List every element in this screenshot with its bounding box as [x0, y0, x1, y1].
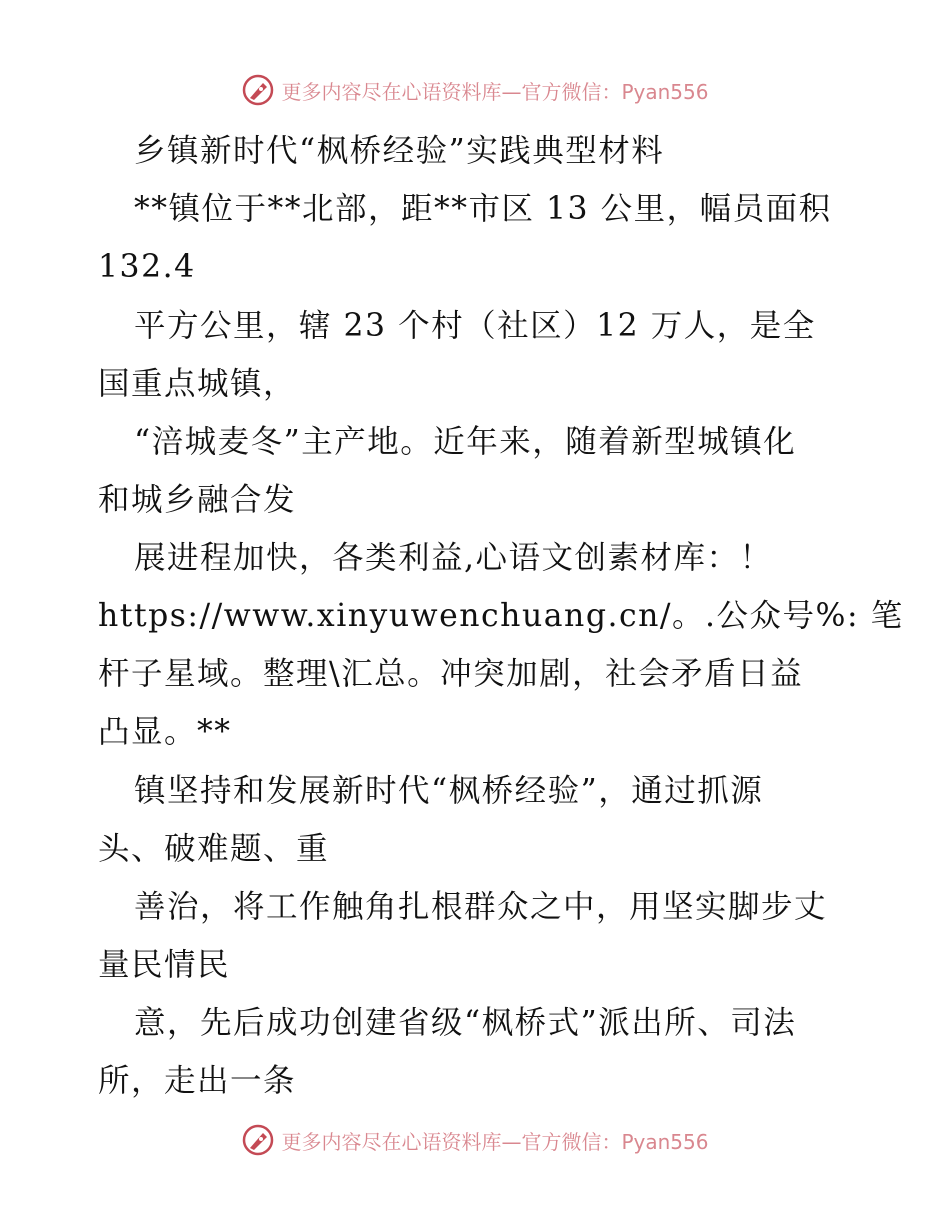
paragraph-line: 132.4 [98, 249, 196, 285]
paragraph-line: “涪城麦冬”主产地。近年来，随着新型城镇化 [134, 424, 797, 460]
paragraph-line: 和城乡融合发 [98, 482, 297, 518]
paragraph-line: https://www.xinyuwenchuang.cn/。.公众号%: 笔 [98, 598, 904, 634]
header-watermark [0, 70, 950, 110]
watermark-text: 更多内容尽在心语资料库—官方微信：Pyan556 [281, 1129, 709, 1154]
paragraph-line: **镇位于**北部，距**市区 13 公里，幅员面积 [134, 191, 832, 227]
pen-nib-logo-icon [241, 73, 275, 107]
paragraph-line: 意，先后成功创建省级“枫桥式”派出所、司法 [134, 1005, 797, 1041]
footer-watermark [0, 1120, 950, 1160]
paragraph-line: 镇坚持和发展新时代“枫桥经验”，通过抓源 [134, 773, 764, 809]
paragraph-line: 国重点城镇， [98, 366, 297, 402]
pen-nib-logo-icon [241, 1123, 275, 1157]
paragraph-line: 量民情民 [98, 947, 231, 983]
paragraph-line: 善治，将工作触角扎根群众之中，用坚实脚步丈 [134, 889, 828, 925]
document-title: 乡镇新时代“枫桥经验”实践典型材料 [134, 133, 665, 169]
paragraph-line: 头、破难题、重 [98, 831, 330, 867]
paragraph-line: 平方公里，辖 23 个村（社区）12 万人，是全 [134, 308, 816, 344]
watermark-text: 更多内容尽在心语资料库—官方微信：Pyan556 [281, 79, 709, 104]
paragraph-line: 杆子星域。整理\汇总。冲突加剧，社会矛盾日益 [98, 656, 804, 692]
paragraph-line: 所，走出一条 [98, 1063, 297, 1099]
paragraph-line: 展进程加快，各类利益,心语文创素材库：！ [134, 540, 773, 576]
paragraph-line: 凸显。** [98, 714, 232, 750]
